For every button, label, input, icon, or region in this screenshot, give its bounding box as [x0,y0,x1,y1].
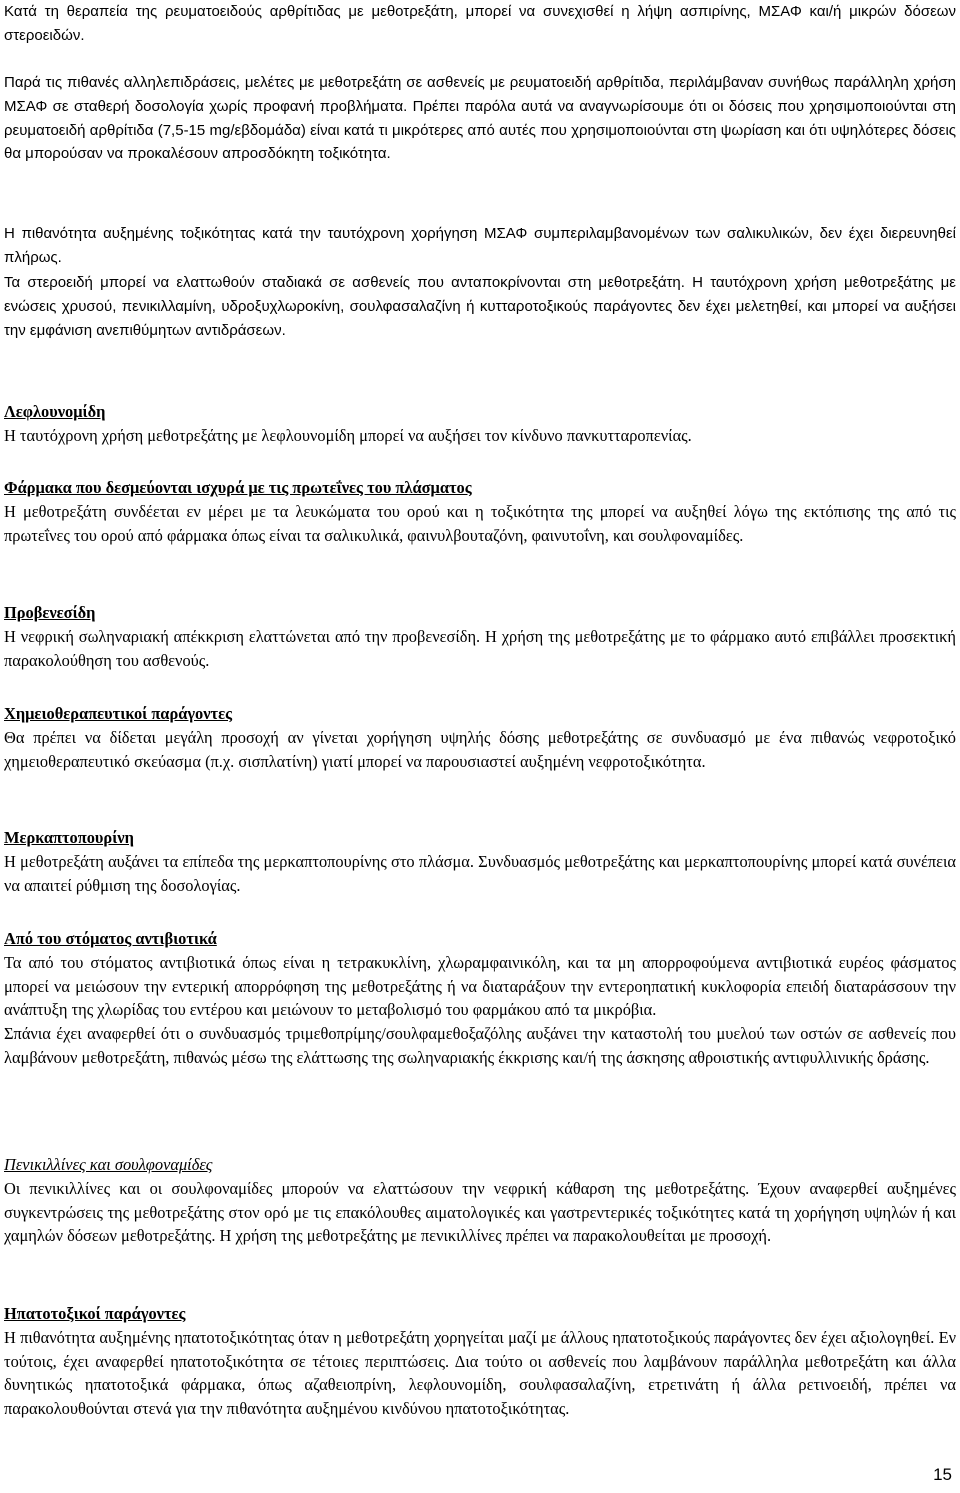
page-number: 15 [933,1465,952,1484]
intro-paragraph-2: Παρά τις πιθανές αλληλεπιδράσεις, μελέτες με μεθοτρεξάτη σε ασθενείς με ρευματοειδή αρθρίτιδα, περιλάμβαναν συνήθως παράλληλη χρήση ΜΣΑΦ σε σταθερή δοσολογία χωρίς προφανή προβλήματα. Πρέπει παρόλα αυτά να αναγνωρίσουμε ότι οι δόσεις που χρησιμοποιούνται στη ρευματοειδή αρθρίτιδα (7,5-15 mg/εβδομάδα) είναι κατά τι μικρότερες από αυτές που χρησιμοποιούνται στη ψωρίαση και ότι υψηλότερες δόσεις θα μπορούσαν να προκαλέσουν απροσδόκητη τοξικότητα. [4,74,956,163]
section-heading: Προβενεσίδη [4,603,96,622]
section-heading: Ηπατοτοξικοί παράγοντες [4,1304,186,1323]
section-oral-antibiotics [4,927,956,1070]
section-text: Οι πενικιλλίνες και οι σουλφοναμίδες μπορούν να ελαττώσουν την νεφρική κάθαρση της μεθοτρεξάτης. Έχουν αναφερθεί αυξημένες συγκεντρώσεις της μεθοτρεξάτης στον ορό με τις επακόλουθες αιματολογικές και γαστρεντερικές τοξικότητες κατά τη χορήγηση υψηλών ή και χαμηλών δόσεων μεθοτρεξάτης. Η χρήση της μεθοτρεξάτης με πενικιλλίνες πρέπει να παρακολουθείται με προσοχή. [4,1178,956,1246]
section-heading: Λεφλουνομίδη [4,402,106,421]
section-text: Θα πρέπει να δίδεται μεγάλη προσοχή αν γίνεται χορήγηση υψηλής δόσης μεθοτρεξάτης σε συνδυασμό με ένα πιθανώς νεφροτοξικό χημειοθεραπευτικό σκεύασμα (π.χ. σισπλατίνη) γιατί μπορεί να παρουσιαστεί αυξημένη νεφροτοξικότητα. [4,727,956,771]
section-text: Η ταυτόχρονη χρήση μεθοτρεξάτης με λεφλουνομίδη μπορεί να αυξήσει τον κίνδυνο πανκυτταροπενίας. [4,425,692,445]
section-heading: Από του στόματος αντιβιοτικά [4,929,217,948]
section-chemo [4,702,956,773]
intro-paragraph-3: Η πιθανότητα αυξημένης τοξικότητας κατά την ταυτόχρονη χορήγηση ΜΣΑΦ συμπεριλαμβανομένων των σαλικυλικών, δεν έχει διερευνηθεί πλήρως. [4,225,956,266]
section-leflunomide [4,400,956,448]
section-penicillins [4,1153,956,1248]
section-text: Η μεθοτρεξάτη συνδέεται εν μέρει με τα λευκώματα του ορού και η τοξικότητα της μπορεί να αυξηθεί λόγω της εκτόπισης της από τις πρωτεΐνες του ορού από φάρμακα όπως είναι τα σαλικυλικά, φαινυλβουταζόνη, φαινυτοΐνη, και σουλφοναμίδες. [4,501,956,545]
section-text: Η νεφρική σωληναριακή απέκκριση ελαττώνεται από την προβενεσίδη. Η χρήση της μεθοτρεξάτης με το φάρμακο αυτό επιβάλλει προσεκτική παρακολούθηση του ασθενούς. [4,626,956,670]
section-text: Η πιθανότητα αυξημένης ηπατοτοξικότητας όταν η μεθοτρεξάτη χορηγείται μαζί με άλλους ηπατοτοξικούς παράγοντες δεν έχει αξιολογηθεί. Εν τούτοις, έχει αναφερθεί ηπατοτοξικότητα σε τέτοιες περιπτώσεις. Δια τούτο οι ασθενείς που λαμβάνουν παράλληλα μεθοτρεξάτη και άλλα δυνητικώς ηπατοτοξικά φάρμακα, όπως αζαθειοπρίνη, λεφλουνομίδη, σουλφασαλαζίνη, ετρετινάτη ή άλλα ρετινοειδή, πρέπει να παρακολουθούνται στενά για την πιθανότητα αυξημένου κινδύνου ηπατοτοξικότητας. [4,1327,956,1419]
section-mercaptopurine [4,826,956,897]
intro-paragraph-4: Τα στεροειδή μπορεί να ελαττωθούν σταδιακά σε ασθενείς που ανταποκρίνονται στη μεθοτρεξάτη. Η ταυτόχρονη χρήση μεθοτρεξάτης με ενώσεις χρυσού, πενικιλλαμίνη, υδροξυχλωροκίνη, σουλφασαλαζίνη ή κυτταροτοξικούς παράγοντες δεν έχει μελετηθεί, και μπορεί να αυξήσει την εμφάνιση ανεπιθύμητων αντιδράσεων. [4,274,956,339]
section-heading: Χημειοθεραπευτικοί παράγοντες [4,704,233,723]
section-text: Σπάνια έχει αναφερθεί ότι ο συνδυασμός τριμεθοπρίμης/σουλφαμεθοξαζόλης αυξάνει την καταστολή του μυελού των οστών σε ασθενείς που λαμβάνουν μεθοτρεξάτη, πιθανώς μέσω της ελάττωσης της σωληναριακής έκκρισης και/ή της άσκησης αθροιστικής αντιφυλλινικής δράσης. [4,1024,956,1067]
section-hepatotoxic [4,1302,956,1421]
section-protein-binding [4,476,956,547]
section-heading: Πενικιλλίνες και σουλφοναμίδες [4,1155,213,1174]
intro-paragraph-1: Κατά τη θεραπεία της ρευματοειδούς αρθρίτιδας με μεθοτρεξάτη, μπορεί να συνεχισθεί η λήψη ασπιρίνης, ΜΣΑΦ και/ή μικρών δόσεων στεροειδών. [4,3,956,44]
section-text: Τα από του στόματος αντιβιοτικά όπως είναι η τετρακυκλίνη, χλωραμφαινικόλη, και τα μη απορροφούμενα αντιβιοτικά ευρέος φάσματος μπορεί να μειώσουν την εντερική απορρόφηση της μεθοτρεξάτης ή να διαταράξουν την εντεροηπατική κυκλοφορία επειδή διαταράσσουν την ανάπτυξη της χλωρίδας του εντέρου και μειώνουν το μεταβολισμό του φαρμάκου από τα μικρόβια. [4,952,956,1020]
section-heading: Μερκαπτοπουρίνη [4,828,134,847]
section-probenecid [4,601,956,672]
section-heading: Φάρμακα που δεσμεύονται ισχυρά με τις πρωτεΐνες του πλάσματος [4,478,472,497]
section-text: Η μεθοτρεξάτη αυξάνει τα επίπεδα της μερκαπτοπουρίνης στο πλάσμα. Συνδυασμός μεθοτρεξάτης και μερκαπτοπουρίνης μπορεί κατά συνέπεια να απαιτεί ρύθμιση της δοσολογίας. [4,851,956,895]
